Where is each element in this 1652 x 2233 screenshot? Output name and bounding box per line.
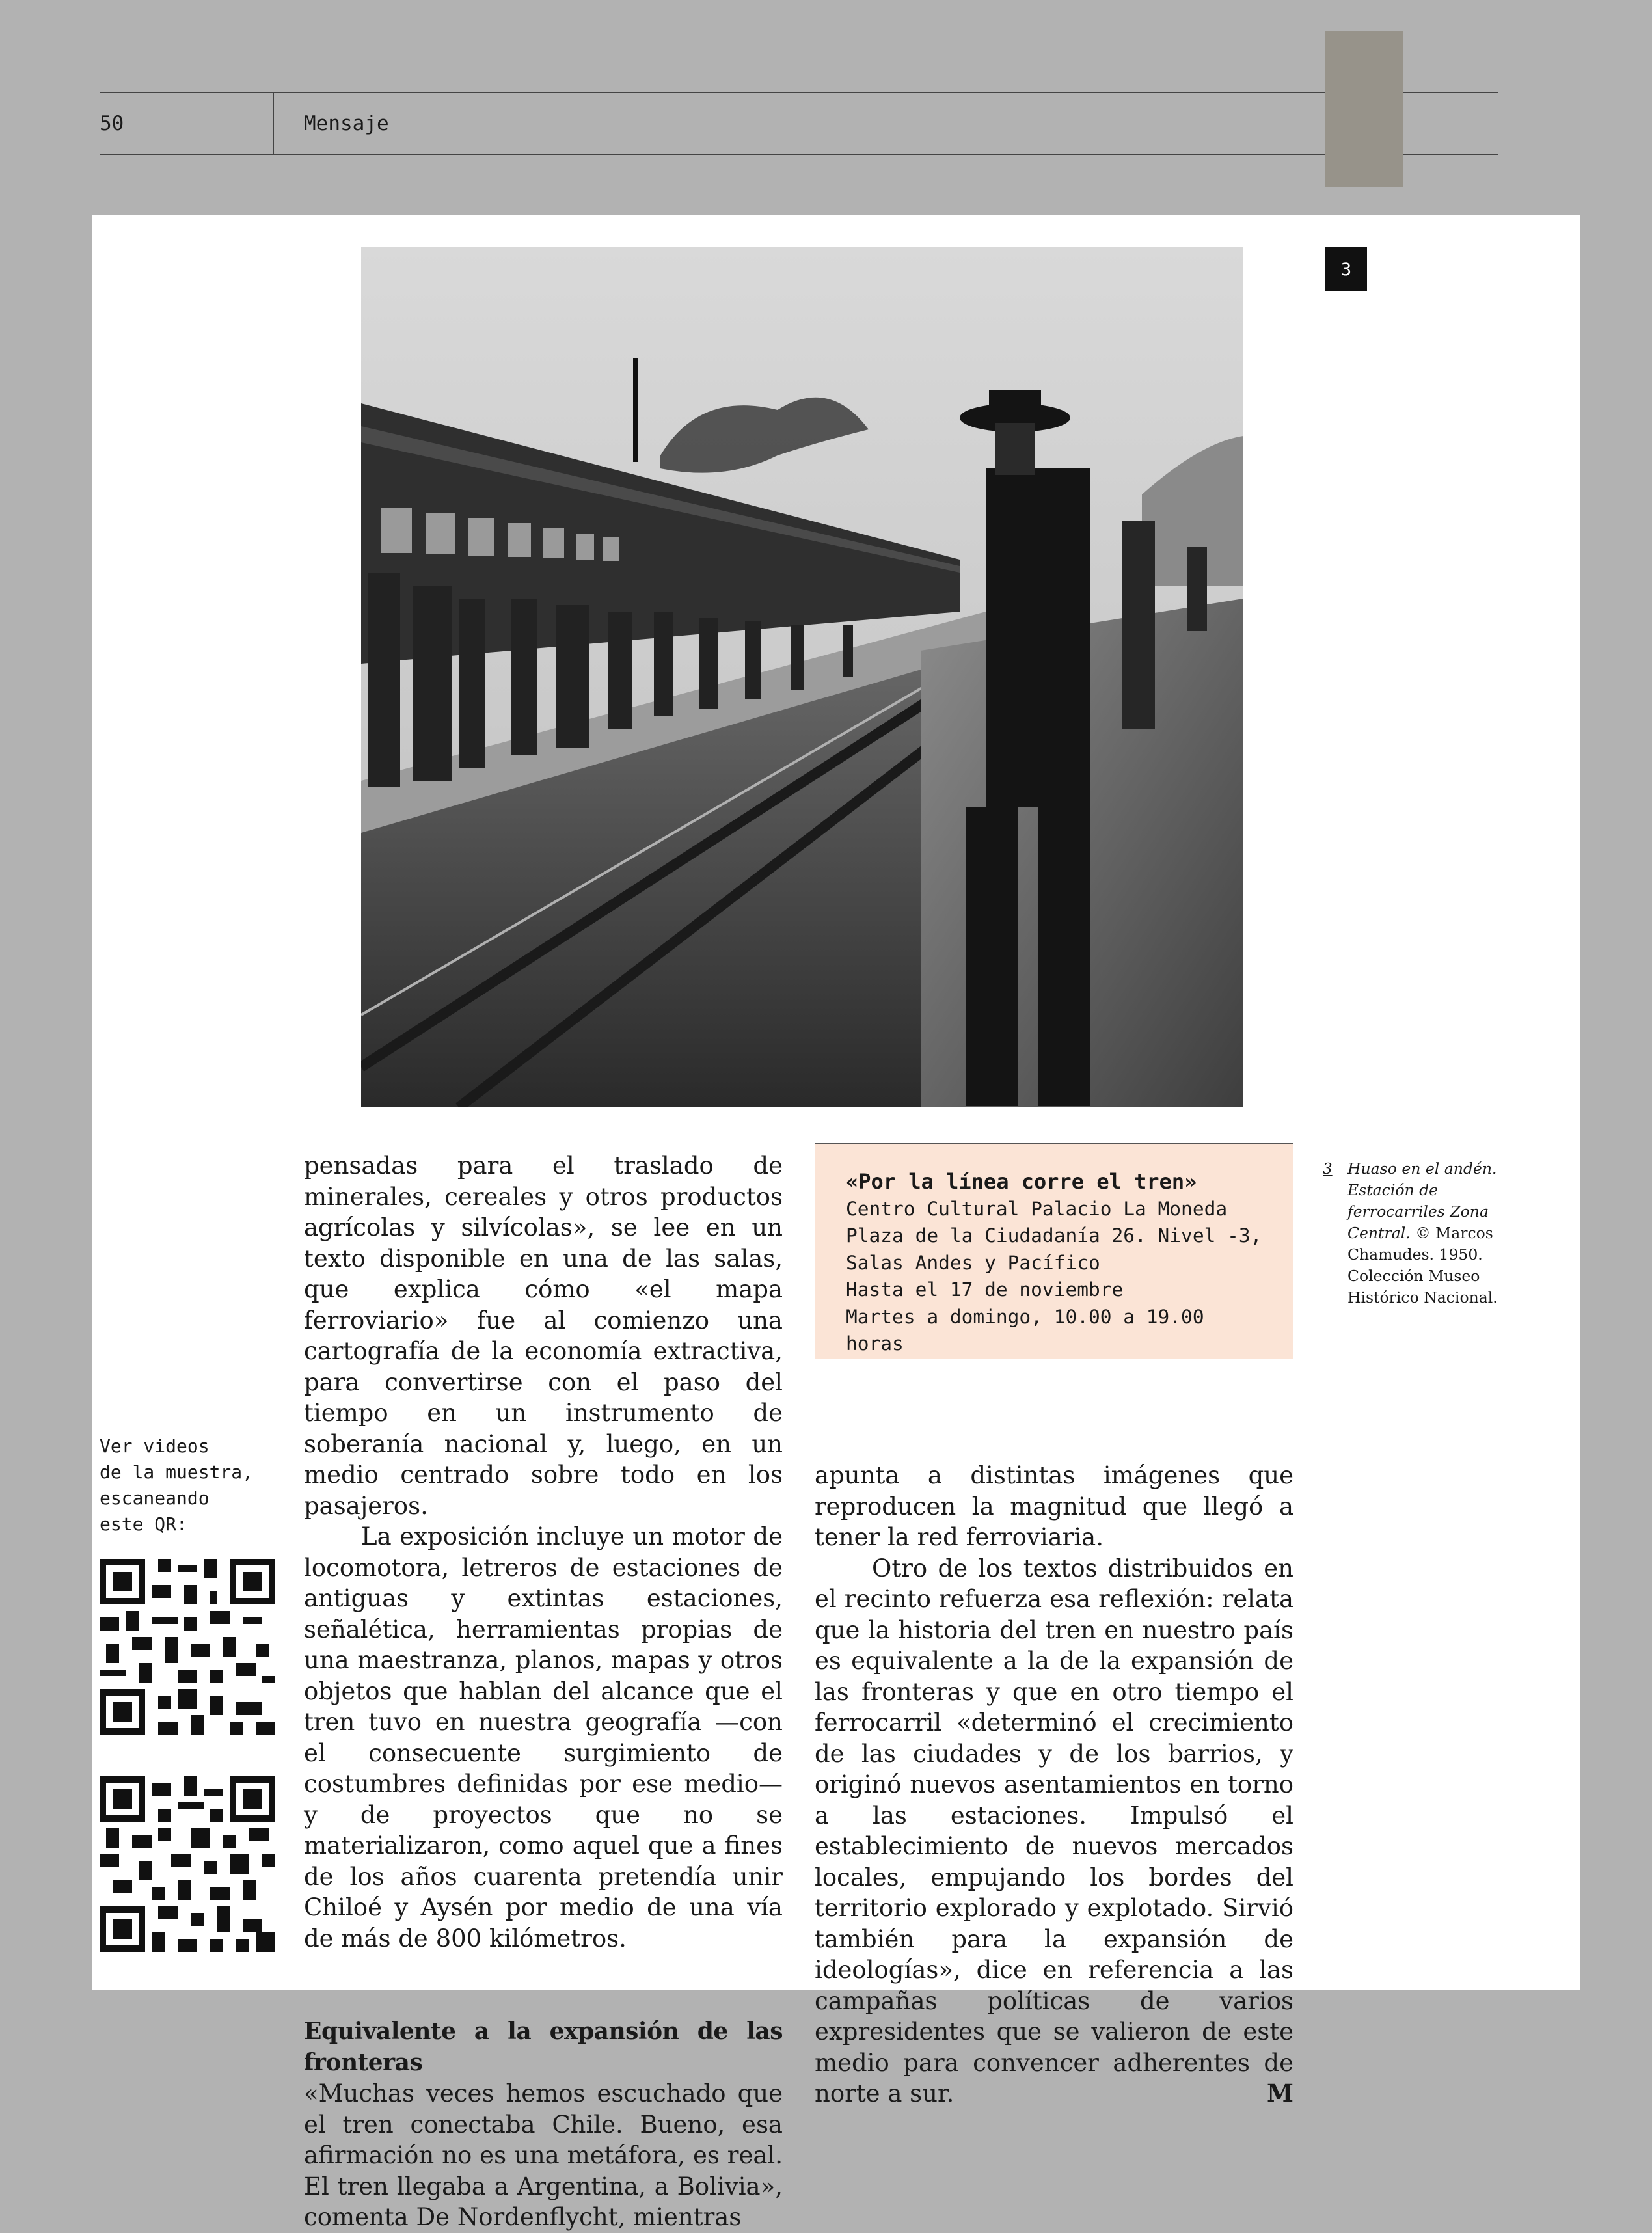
exhibition-infobox bbox=[815, 1143, 1293, 1359]
qr-code-1[interactable] bbox=[100, 1559, 275, 1735]
paragraph: «Muchas veces hemos escuchado que el tren conectaba Chile. Bueno, esa afirmación no es una metáfora, es real. El tren llegaba a Argentina, a Bolivia», comenta De Nordenflycht, mientras bbox=[304, 2079, 783, 2231]
qr-note-line: Ver videos bbox=[100, 1435, 210, 1457]
section-tab bbox=[1325, 31, 1403, 187]
paragraph: apunta a distintas imágenes que reproducen la magnitud que llegó a tener la red ferroviaria. bbox=[815, 1461, 1293, 1551]
paragraph: pensadas para el traslado de minerales, cereales y otros productos agrícolas y silvícolas», se lee en un texto disponible en una de las salas, que explica cómo «el mapa ferroviario» fue al comienzo una cartografía de la economía extractiva, para convertirse con el paso del tiempo en un instrumento de soberanía nacional y, luego, en un medio centrado sobre todo en los pasajeros. bbox=[304, 1152, 783, 1520]
qr-code-2[interactable] bbox=[100, 1776, 275, 1952]
end-mark: M bbox=[1267, 2079, 1293, 2107]
infobox-line: Salas Andes y Pacífico bbox=[846, 1251, 1100, 1274]
header-separator bbox=[273, 92, 274, 154]
paragraph-text: Otro de los textos distribuidos en el recinto refuerza esa reflexión: relata que la historia del tren en nuestro país es equivalente a la de la expansión de las fronteras y que en otro tiempo el ferrocarril «determinó el crecimiento de las ciudades y de los barrios, y originó nuevos asentamientos en torno a las estaciones. Impulsó el establecimiento de nuevos mercados locales, empujando los bordes del territorio explorado y explotado. Sirvió también para la expansión de ideologías», dice en referencia a las campañas políticas de varios expresidentes que se valieron de este medio para convencer adherentes de norte a sur. bbox=[815, 1554, 1293, 2107]
article-column-1 bbox=[304, 1150, 783, 2233]
photo-caption bbox=[1347, 1158, 1504, 1308]
infobox-line: Martes a domingo, 10.00 a 19.00 horas bbox=[846, 1305, 1204, 1355]
paragraph: La exposición incluye un motor de locomotora, letreros de estaciones de antiguas y extintas estaciones, señalética, herramientas propias de una maestranza, planos, mapas y otros objetos que hablan del alcance que el tren tuvo en nuestra geografía —con el consecuente surgimiento de costumbres definidas por ese medio— y de proyectos que no se materializaron, como aquel que a fines de los años cuarenta pretendía unir Chiloé y Aysén por medio de una vía de más de 800 kilómetros. bbox=[304, 1522, 783, 1953]
qr-note-line: este QR: bbox=[100, 1513, 187, 1535]
qr-note-line: escaneando bbox=[100, 1487, 210, 1509]
qr-note bbox=[100, 1433, 288, 1537]
header-rule-bottom bbox=[100, 154, 1498, 155]
caption-number: 3 bbox=[1323, 1161, 1333, 1178]
spacer bbox=[304, 1954, 783, 2016]
train-station-photo bbox=[361, 247, 1243, 1107]
page-number: 50 bbox=[100, 112, 124, 135]
header-rule-top bbox=[100, 92, 1498, 93]
infobox-title: «Por la línea corre el tren» bbox=[846, 1169, 1197, 1194]
figure-badge: 3 bbox=[1325, 247, 1367, 291]
infobox-line: Centro Cultural Palacio La Moneda bbox=[846, 1197, 1228, 1220]
paragraph bbox=[815, 1553, 1293, 2109]
section-title: Mensaje bbox=[304, 112, 389, 135]
infobox-line: Hasta el 17 de noviembre bbox=[846, 1279, 1124, 1301]
caption-credit: © Marcos Chamudes. 1950. Colección Museo Histórico Nacional. bbox=[1347, 1224, 1498, 1306]
infobox-line: Plaza de la Ciudadanía 26. Nivel -3, bbox=[846, 1225, 1262, 1247]
subheading: Equivalente a la expansión de las fronteras bbox=[304, 2018, 783, 2076]
article-column-2 bbox=[815, 1460, 1293, 2109]
qr-note-line: de la muestra, bbox=[100, 1461, 254, 1483]
caption-italic: Huaso en el andén. Estación de ferrocarriles Zona Central. bbox=[1347, 1159, 1497, 1242]
